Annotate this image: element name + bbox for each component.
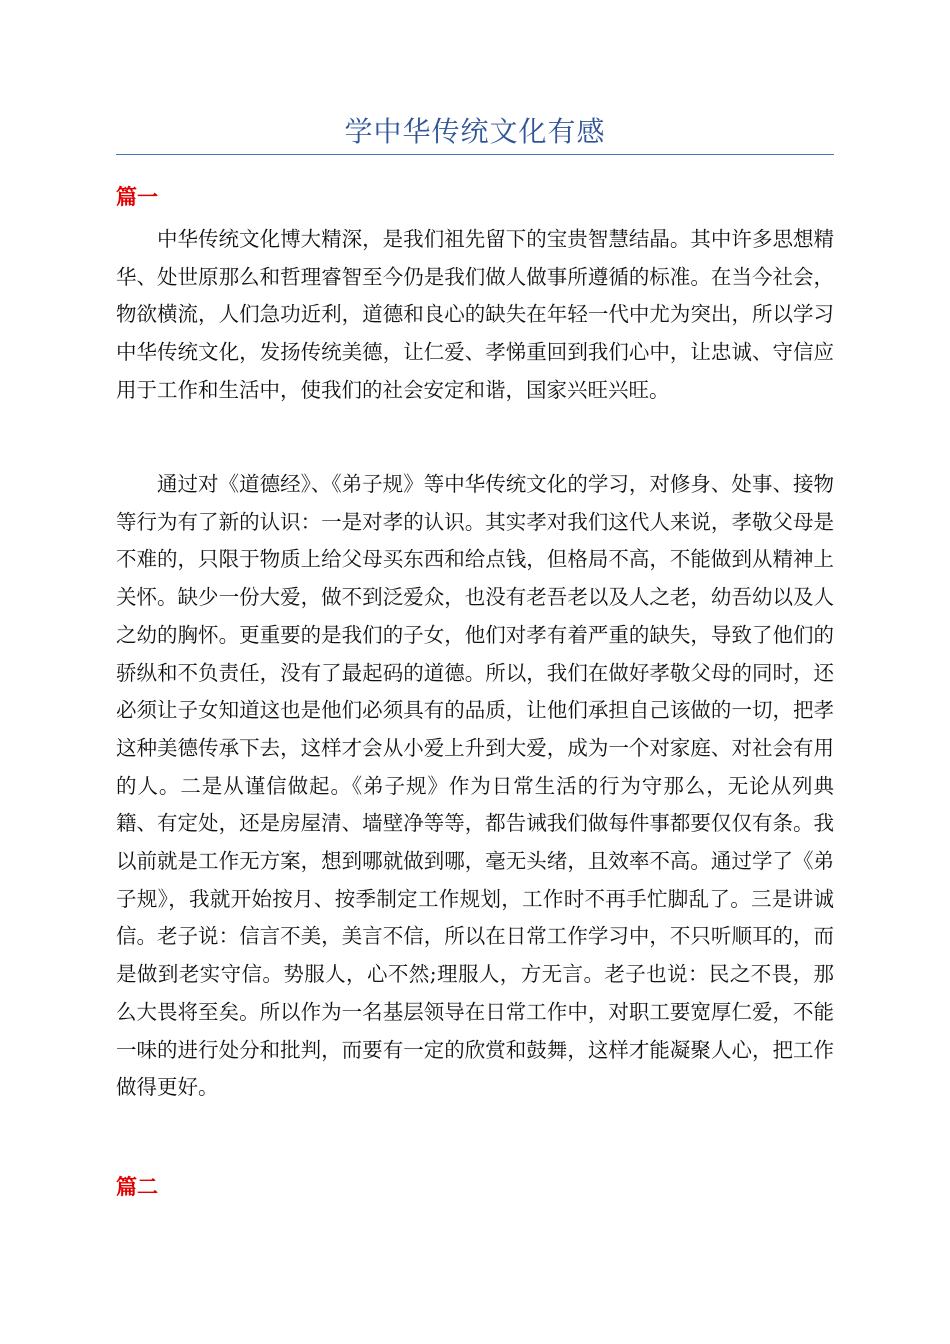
section-heading-1: 篇一 (116, 184, 158, 209)
section-heading-2: 篇二 (116, 1174, 158, 1199)
title-underline (116, 154, 834, 155)
paragraph-1: 中华传统文化博大精深，是我们祖先留下的宝贵智慧结晶。其中许多思想精华、处世原那么和哲理睿智至今仍是我们做人做事所遵循的标准。在当今社会，物欲横流，人们急功近利，道德和良心的缺失在年轻一代中尤为突出，所以学习中华传统文化，发扬传统美德，让仁爱、孝悌重回到我们心中，让忠诚、守信应用于工作和生活中，使我们的社会安定和谐，国家兴旺兴旺。 (116, 227, 834, 402)
document-title: 学中华传统文化有感 (344, 115, 606, 148)
paragraph-2: 通过对《道德经》、《弟子规》等中华传统文化的学习，对修身、处事、接物等行为有了新的认识：一是对孝的认识。其实孝对我们这代人来说，孝敬父母是不难的，只限于物质上给父母买东西和给点钱，但格局不高，不能做到从精神上关怀。缺少一份大爱，做不到泛爱众，也没有老吾老以及人之老，幼吾幼以及人之幼的胸怀。更重要的是我们的子女，他们对孝有着严重的缺失，导致了他们的骄纵和不负责任，没有了最起码的道德。所以，我们在做好孝敬父母的同时，还必须让子女知道这也是他们必须具有的品质，让他们承担自己该做的一切，把孝这种美德传承下去，这样才会从小爱上升到大爱，成为一个对家庭、对社会有用的人。二是从谨信做起。《弟子规》作为日常生活的行为守那么，无论从列典籍、有定处，还是房屋清、墙壁净等等，都告诫我们做每件事都要仅仅有条。我以前就是工作无方案，想到哪就做到哪，毫无头绪，且效率不高。通过学了《弟子规》，我就开始按月、按季制定工作规划，工作时不再手忙脚乱了。三是讲诚信。老子说：信言不美，美言不信，所以在日常工作学习中，不只听顺耳的，而是做到老实守信。势服人，心不然;理服人，方无言。老子也说：民之不畏，那么大畏将至矣。所以作为一名基层领导在日常工作中，对职工要宽厚仁爱，不能一味的进行处分和批判，而要有一定的欣赏和鼓舞，这样才能凝聚人心，把工作做得更好。 (116, 472, 834, 1100)
